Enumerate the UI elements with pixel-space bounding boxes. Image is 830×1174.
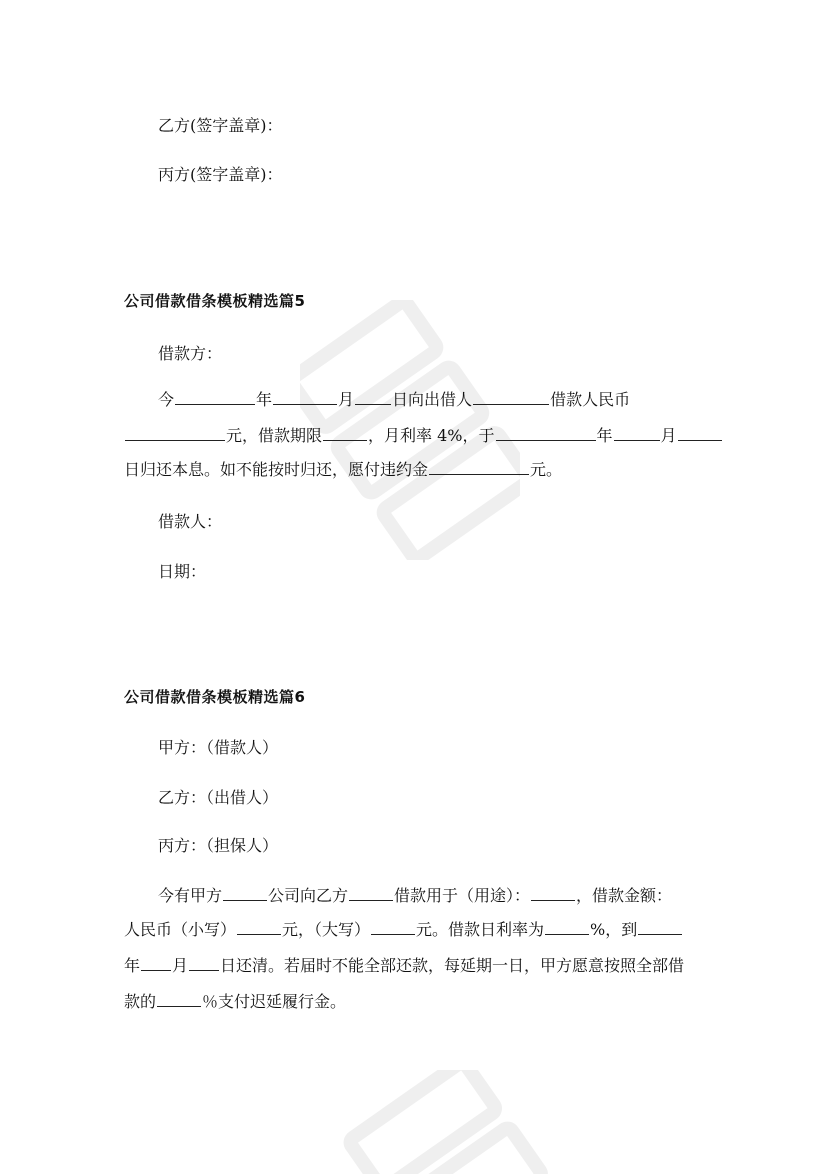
section-6-paragraph-line-1 (158, 884, 672, 908)
fill-in-blank[interactable] (223, 886, 267, 901)
text: 月 (660, 426, 677, 445)
section-5-paragraph-line-1 (158, 388, 630, 412)
text: 年 (124, 956, 141, 975)
fill-in-blank[interactable] (157, 992, 201, 1007)
text: 元，借款期限 (226, 426, 323, 445)
section-5-date: 日期： (158, 562, 207, 581)
text: %，到 (590, 920, 638, 939)
text: 元。 (530, 460, 563, 479)
fill-in-blank[interactable] (678, 426, 722, 441)
section-6-party-b: 乙方：（出借人） (158, 788, 279, 807)
text: 月 (172, 956, 189, 975)
section-5-borrower-sign: 借款人： (158, 512, 223, 531)
section-5-title: 公司借款借条模板精选篇5 (124, 292, 306, 310)
fill-in-blank[interactable] (614, 426, 660, 441)
text: 元。借款日利率为 (416, 920, 545, 939)
text: 年 (256, 390, 273, 409)
text: 月 (338, 390, 355, 409)
section-6-title: 公司借款借条模板精选篇6 (124, 688, 306, 706)
text: ，借款金额： (576, 886, 673, 905)
fill-in-blank[interactable] (473, 390, 549, 405)
text: ％支付迟延履行金。 (202, 992, 347, 1011)
text: 今 (158, 390, 175, 409)
fill-in-blank[interactable] (323, 426, 367, 441)
section-6-paragraph-line-2 (124, 918, 683, 942)
text: 日向出借人 (392, 390, 473, 409)
text: 款的 (124, 992, 157, 1011)
text: 日还清。若届时不能全部还款，每延期一日，甲方愿意按照全部借 (220, 956, 685, 975)
text: 元，（大写） (282, 920, 371, 939)
fill-in-blank[interactable] (349, 886, 393, 901)
text: 借款人民币 (550, 390, 631, 409)
fill-in-blank[interactable] (175, 390, 255, 405)
section-6-party-c: 丙方：（担保人） (158, 836, 279, 855)
fill-in-blank[interactable] (189, 956, 219, 971)
section-6-party-a: 甲方：（借款人） (158, 738, 279, 757)
text: 借款用于（用途）： (394, 886, 531, 905)
text: 人民币（小写） (124, 920, 237, 939)
section-6-paragraph-line-3 (124, 954, 684, 978)
fill-in-blank[interactable] (237, 920, 281, 935)
fill-in-blank[interactable] (638, 920, 682, 935)
text: 今有甲方 (158, 886, 223, 905)
signature-party-b: 乙方(签字盖章)： (158, 116, 283, 135)
text: ，月利率 4%，于 (368, 426, 495, 445)
text: 公司向乙方 (268, 886, 349, 905)
text: 年 (596, 426, 613, 445)
signature-party-c: 丙方(签字盖章)： (158, 165, 283, 184)
fill-in-blank[interactable] (531, 886, 575, 901)
watermark-logo (330, 1070, 550, 1174)
fill-in-blank[interactable] (141, 956, 171, 971)
section-5-borrower-label: 借款方： (158, 344, 223, 363)
fill-in-blank[interactable] (371, 920, 415, 935)
fill-in-blank[interactable] (125, 426, 225, 441)
text: 日归还本息。如不能按时归还，愿付违约金 (124, 460, 429, 479)
fill-in-blank[interactable] (496, 426, 596, 441)
fill-in-blank[interactable] (273, 390, 337, 405)
fill-in-blank[interactable] (545, 920, 589, 935)
fill-in-blank[interactable] (429, 460, 529, 475)
section-6-paragraph-line-4 (124, 990, 346, 1014)
section-5-paragraph-line-3 (124, 458, 562, 482)
fill-in-blank[interactable] (355, 390, 391, 405)
section-5-paragraph-line-2 (124, 424, 723, 448)
